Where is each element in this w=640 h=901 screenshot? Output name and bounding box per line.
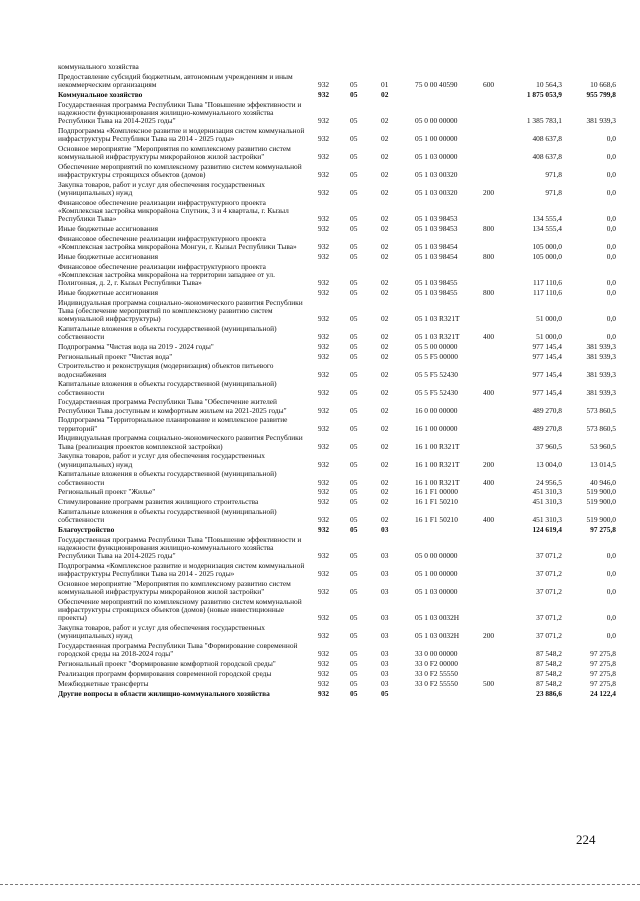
cell-s1: 1 875 053,9: [526, 89, 562, 99]
cell-rz: 05: [350, 669, 358, 678]
cell-s2: 0,0: [606, 241, 616, 251]
cell-pr: 02: [381, 497, 389, 507]
row-name: Индивидуальная программа социально-экономического развития Республики Тыва (обеспечение мероприятий по комплексному развитию систем коммунальной инфраструктуры): [58, 297, 303, 323]
cell-csr: 16 1 00 00000: [415, 423, 458, 433]
cell-ved: 932: [318, 387, 330, 397]
cell-vr: 500: [483, 678, 495, 688]
cell-rz: 05: [350, 151, 358, 161]
cell-s1: 977 145,4: [532, 387, 562, 397]
cell-pr: 03: [381, 669, 389, 678]
cell-rz: 05: [350, 351, 358, 361]
cell-pr: 02: [381, 423, 389, 433]
row-name: Стимулирование программ развития жилищного строительства: [58, 497, 259, 507]
cell-pr: 01: [381, 79, 389, 89]
cell-csr: 05 1 03 R321T: [415, 331, 460, 341]
footer-divider: [0, 884, 640, 885]
cell-ved: 932: [318, 187, 330, 197]
cell-ved: 932: [318, 287, 330, 297]
row-name: Капитальные вложения в объекты государственной (муниципальной) собственности: [58, 507, 277, 525]
cell-s1: 37 071,2: [536, 569, 562, 579]
cell-vr: 800: [483, 224, 495, 233]
cell-s2: 955 799,8: [586, 89, 616, 99]
row-name: Государственная программа Республики Тыва "Повышение эффективности и надежности функционирования жилищно-коммунального хозяйства Республики Тыва на 2014-2025 годы": [58, 99, 302, 125]
row-name: Строительство и реконструкция (модернизация) объектов питьевого водоснабжения: [58, 361, 274, 379]
cell-s2: 573 860,5: [586, 423, 616, 433]
cell-s1: 971,8: [545, 169, 562, 179]
cell-csr: 05 5 F5 52430: [415, 369, 458, 379]
cell-pr: 02: [381, 331, 389, 341]
cell-csr: 05 1 03 00320: [415, 187, 458, 197]
cell-s1: 87 548,2: [536, 678, 562, 688]
row-name: Подпрограмма «Комплексное развитие и модернизация систем коммунальной инфраструктуры Республики Тыва на 2014 - 2025 годы»: [58, 561, 305, 579]
cell-ved: 932: [318, 214, 330, 224]
cell-pr: 02: [381, 151, 389, 161]
cell-ved: 932: [318, 169, 330, 179]
cell-csr: 05 1 03 98455: [415, 277, 458, 287]
cell-vr: 200: [483, 459, 495, 469]
cell-ved: 932: [318, 551, 330, 561]
cell-pr: 02: [381, 133, 389, 143]
cell-pr: 02: [381, 313, 389, 323]
cell-pr: 03: [381, 613, 389, 623]
cell-rz: 05: [350, 477, 358, 487]
cell-s2: 381 939,3: [586, 387, 616, 397]
cell-s2: 24 122,4: [590, 688, 616, 698]
cell-csr: 05 5 00 00000: [415, 341, 458, 351]
cell-csr: 05 0 00 00000: [415, 551, 458, 561]
cell-s1: 408 637,8: [532, 133, 562, 143]
cell-s1: 87 548,2: [536, 669, 562, 678]
cell-s1: 451 310,3: [532, 515, 562, 525]
cell-rz: 05: [350, 497, 358, 507]
cell-s2: 0,0: [606, 169, 616, 179]
cell-s2: 0,0: [606, 187, 616, 197]
row-name: Основное мероприятие "Мероприятия по комплексному развитию систем коммунальной инфраструктуры микрорайонов жилой застройки": [58, 143, 291, 161]
cell-csr: 16 1 00 R321T: [415, 477, 460, 487]
row-name: Государственная программа Республики Тыва "Повышение эффективности и надежности функционирования жилищно-коммунального хозяйства Республики Тыва на 2014-2025 годы": [58, 534, 302, 561]
cell-csr: 33 0 F2 55550: [415, 678, 458, 688]
cell-rz: 05: [350, 459, 358, 469]
row-name: Региональный проект "Чистая вода": [58, 351, 173, 361]
cell-ved: 932: [318, 369, 330, 379]
cell-vr: 200: [483, 631, 495, 641]
cell-ved: 932: [318, 669, 330, 678]
cell-csr: 05 1 03 00000: [415, 151, 458, 161]
row-name: Капитальные вложения в объекты государственной (муниципальной) собственности: [58, 323, 277, 341]
cell-s1: 87 548,2: [536, 659, 562, 669]
row-name: Реализация программ формирования современной городской среды: [58, 669, 272, 678]
row-name: Государственная программа Республики Тыва "Формирование современной городской среды на 2018-2024 годы": [58, 641, 298, 659]
cell-rz: 05: [350, 187, 358, 197]
cell-s2: 40 946,0: [590, 477, 616, 487]
cell-s1: 134 555,4: [532, 214, 562, 224]
cell-ved: 932: [318, 459, 330, 469]
cell-pr: 03: [381, 587, 389, 597]
cell-s1: 451 310,3: [532, 487, 562, 497]
cell-ved: 932: [318, 331, 330, 341]
cell-s1: 117 110,6: [532, 277, 562, 287]
cell-vr: 400: [483, 477, 495, 487]
cell-csr: 05 1 00 00000: [415, 133, 458, 143]
cell-ved: 932: [318, 659, 330, 669]
cell-vr: 800: [483, 287, 495, 297]
cell-rz: 05: [350, 515, 358, 525]
cell-ved: 932: [318, 649, 330, 659]
cell-s2: 573 860,5: [586, 405, 616, 415]
cell-csr: 05 1 03 00000: [415, 587, 458, 597]
cell-rz: 05: [350, 214, 358, 224]
cell-s2: 97 275,8: [590, 669, 616, 678]
cell-s1: 51 000,0: [536, 313, 562, 323]
cell-csr: 16 1 F1 50210: [415, 515, 458, 525]
cell-pr: 02: [381, 115, 389, 125]
row-name: Государственная программа Республики Тыва "Обеспечение жителей Республики Тыва доступным и комфортным жильем на 2021-2025 годы": [58, 397, 287, 415]
row-name: Иные бюджетные ассигнования: [58, 287, 159, 297]
cell-rz: 05: [350, 525, 358, 534]
cell-s2: 0,0: [606, 631, 616, 641]
cell-s1: 451 310,3: [532, 497, 562, 507]
cell-s1: 37 071,2: [536, 587, 562, 597]
cell-pr: 02: [381, 351, 389, 361]
cell-s1: 24 956,5: [536, 477, 562, 487]
cell-s1: 971,8: [545, 187, 562, 197]
cell-rz: 05: [350, 405, 358, 415]
cell-pr: 02: [381, 369, 389, 379]
row-name: Капитальные вложения в объекты государственной (муниципальной) собственности: [58, 469, 277, 487]
row-name: Финансовое обеспечение реализации инфраструктурного проекта «Комплексная застройка микрорайона Спутник, 3 и 4 кварталы, г. Кызыл Республики Тыва»: [58, 197, 289, 224]
row-name: Подпрограмма "Территориальное планирование и комплексное развитие территорий": [58, 415, 288, 433]
cell-pr: 03: [381, 525, 389, 534]
cell-s2: 519 900,0: [586, 515, 616, 525]
cell-s2: 519 900,0: [586, 487, 616, 497]
cell-s2: 0,0: [606, 287, 616, 297]
cell-csr: 16 1 F1 00000: [415, 487, 458, 497]
cell-s2: 381 939,3: [586, 351, 616, 361]
cell-s2: 53 960,5: [590, 441, 616, 451]
cell-ved: 932: [318, 277, 330, 287]
cell-vr: 200: [483, 187, 495, 197]
cell-s2: 0,0: [606, 313, 616, 323]
cell-rz: 05: [350, 659, 358, 669]
cell-s1: 489 270,8: [532, 423, 562, 433]
row-name: Региональный проект "Жилье": [58, 487, 156, 497]
cell-rz: 05: [350, 277, 358, 287]
row-name: Подпрограмма "Чистая вода на 2019 - 2024 годы": [58, 341, 214, 351]
row-name: Иные бюджетные ассигнования: [58, 224, 159, 233]
cell-s1: 105 000,0: [532, 241, 562, 251]
cell-s2: 97 275,8: [590, 659, 616, 669]
cell-s1: 977 145,4: [532, 341, 562, 351]
cell-csr: 16 0 00 00000: [415, 405, 458, 415]
cell-s1: 977 145,4: [532, 369, 562, 379]
row-name: Другие вопросы в области жилищно-коммунального хозяйства: [58, 688, 270, 698]
cell-rz: 05: [350, 224, 358, 233]
cell-pr: 02: [381, 277, 389, 287]
cell-csr: 16 1 00 R321T: [415, 459, 460, 469]
cell-rz: 05: [350, 133, 358, 143]
cell-s1: 37 071,2: [536, 613, 562, 623]
cell-rz: 05: [350, 613, 358, 623]
cell-rz: 05: [350, 169, 358, 179]
cell-pr: 03: [381, 631, 389, 641]
cell-s2: 0,0: [606, 251, 616, 261]
cell-s1: 10 564,3: [536, 79, 562, 89]
cell-rz: 05: [350, 387, 358, 397]
cell-s2: 0,0: [606, 277, 616, 287]
row-name: Благоустройство: [58, 525, 115, 534]
cell-ved: 932: [318, 525, 330, 534]
cell-ved: 932: [318, 224, 330, 233]
cell-s1: 51 000,0: [536, 331, 562, 341]
cell-pr: 02: [381, 251, 389, 261]
cell-ved: 932: [318, 688, 330, 698]
cell-ved: 932: [318, 423, 330, 433]
cell-pr: 02: [381, 89, 389, 99]
cell-ved: 932: [318, 241, 330, 251]
cell-s1: 134 555,4: [532, 224, 562, 233]
cell-s2: 97 275,8: [590, 525, 616, 534]
cell-pr: 02: [381, 224, 389, 233]
cell-csr: 75 0 00 40590: [415, 79, 458, 89]
row-name: Закупка товаров, работ и услуг для обеспечения государственных (муниципальных) нужд: [58, 179, 265, 197]
cell-s2: 519 900,0: [586, 497, 616, 507]
cell-ved: 932: [318, 351, 330, 361]
row-name: Закупка товаров, работ и услуг для обеспечения государственных (муниципальных) нужд: [58, 623, 265, 641]
cell-s2: 0,0: [606, 224, 616, 233]
cell-ved: 932: [318, 613, 330, 623]
cell-ved: 932: [318, 251, 330, 261]
cell-s2: 381 939,3: [586, 341, 616, 351]
cell-pr: 02: [381, 214, 389, 224]
cell-rz: 05: [350, 287, 358, 297]
row-name: Подпрограмма «Комплексное развитие и модернизация систем коммунальной инфраструктуры Республики Тыва на 2014 - 2025 годы»: [58, 125, 305, 143]
cell-ved: 932: [318, 441, 330, 451]
row-name: коммунального хозяйства: [58, 62, 139, 71]
cell-rz: 05: [350, 251, 358, 261]
cell-s1: 489 270,8: [532, 405, 562, 415]
cell-rz: 05: [350, 369, 358, 379]
cell-ved: 932: [318, 487, 330, 497]
cell-csr: 05 0 00 00000: [415, 115, 458, 125]
cell-s1: 37 960,5: [536, 441, 562, 451]
cell-rz: 05: [350, 631, 358, 641]
row-name: Предоставление субсидий бюджетным, автономным учреждениям и иным некоммерческим организациям: [58, 71, 293, 89]
cell-rz: 05: [350, 569, 358, 579]
cell-csr: 05 1 00 00000: [415, 569, 458, 579]
cell-rz: 05: [350, 115, 358, 125]
cell-csr: 05 5 F5 52430: [415, 387, 458, 397]
cell-ved: 932: [318, 79, 330, 89]
cell-rz: 05: [350, 688, 358, 698]
row-name: Обеспечение мероприятий по комплексному развитию систем коммунальной инфраструктуры строящихся объектов (домов) (новые инвестиционные проекты): [58, 597, 302, 623]
cell-s2: 0,0: [606, 551, 616, 561]
row-name: Обеспечение мероприятий по комплексному развитию систем коммунальной инфраструктуры строящихся объектов (домов): [58, 161, 302, 179]
row-name: Финансовое обеспечение реализации инфраструктурного проекта «Комплексная застройка микрорайона Монгун, г. Кызыл Республики Тыва»: [58, 233, 297, 251]
cell-rz: 05: [350, 331, 358, 341]
cell-s1: 124 619,4: [532, 525, 562, 534]
row-name: Закупка товаров, работ и услуг для обеспечения государственных (муниципальных) нужд: [58, 451, 265, 469]
cell-ved: 932: [318, 89, 330, 99]
cell-csr: 16 1 F1 50210: [415, 497, 458, 507]
cell-pr: 05: [381, 688, 389, 698]
cell-vr: 400: [483, 331, 495, 341]
cell-csr: 05 1 03 98454: [415, 251, 458, 261]
cell-pr: 02: [381, 477, 389, 487]
cell-csr: 33 0 00 00000: [415, 649, 458, 659]
cell-s2: 0,0: [606, 331, 616, 341]
cell-pr: 03: [381, 678, 389, 688]
row-name: Региональный проект "Формирование комфортной городской среды": [58, 659, 276, 669]
row-name: Коммунальное хозяйство: [58, 89, 143, 99]
cell-s2: 13 014,5: [590, 459, 616, 469]
cell-pr: 02: [381, 441, 389, 451]
cell-s1: 105 000,0: [532, 251, 562, 261]
cell-s2: 0,0: [606, 613, 616, 623]
cell-s2: 97 275,8: [590, 649, 616, 659]
cell-s2: 381 939,3: [586, 369, 616, 379]
cell-s1: 1 385 783,1: [526, 115, 562, 125]
cell-ved: 932: [318, 477, 330, 487]
cell-vr: 400: [483, 387, 495, 397]
cell-s1: 23 886,6: [536, 688, 562, 698]
cell-s2: 381 939,3: [586, 115, 616, 125]
cell-s2: 0,0: [606, 587, 616, 597]
cell-rz: 05: [350, 341, 358, 351]
cell-csr: 33 0 F2 00000: [415, 659, 458, 669]
row-name: Межбюджетные трансферты: [58, 678, 149, 688]
row-name: Финансовое обеспечение реализации инфраструктурного проекта «Комплексная застройка микрорайона на территории западнее от ул. Полигонная, д. 2, г. Кызыл Республики Тыва»: [58, 261, 275, 287]
cell-s2: 0,0: [606, 133, 616, 143]
row-name: Капитальные вложения в объекты государственной (муниципальной) собственности: [58, 379, 277, 397]
cell-ved: 932: [318, 405, 330, 415]
cell-vr: 400: [483, 515, 495, 525]
cell-rz: 05: [350, 487, 358, 497]
cell-ved: 932: [318, 515, 330, 525]
cell-csr: 33 0 F2 55550: [415, 669, 458, 678]
cell-pr: 02: [381, 187, 389, 197]
cell-s2: 0,0: [606, 214, 616, 224]
cell-rz: 05: [350, 423, 358, 433]
cell-vr: 600: [483, 79, 495, 89]
cell-pr: 02: [381, 287, 389, 297]
cell-rz: 05: [350, 241, 358, 251]
cell-csr: 05 1 03 98453: [415, 224, 458, 233]
cell-vr: 800: [483, 251, 495, 261]
cell-csr: 16 1 00 R321T: [415, 441, 460, 451]
cell-pr: 02: [381, 387, 389, 397]
cell-s1: 13 004,0: [536, 459, 562, 469]
cell-s1: 408 637,8: [532, 151, 562, 161]
cell-pr: 02: [381, 341, 389, 351]
cell-ved: 932: [318, 569, 330, 579]
cell-csr: 05 5 F5 00000: [415, 351, 458, 361]
cell-pr: 02: [381, 459, 389, 469]
cell-s1: 977 145,4: [532, 351, 562, 361]
cell-rz: 05: [350, 649, 358, 659]
cell-csr: 05 1 03 98454: [415, 241, 458, 251]
cell-s2: 0,0: [606, 569, 616, 579]
cell-rz: 05: [350, 678, 358, 688]
cell-rz: 05: [350, 79, 358, 89]
cell-ved: 932: [318, 497, 330, 507]
cell-pr: 02: [381, 169, 389, 179]
cell-s1: 37 071,2: [536, 631, 562, 641]
row-name: Иные бюджетные ассигнования: [58, 251, 159, 261]
cell-ved: 932: [318, 133, 330, 143]
cell-ved: 932: [318, 587, 330, 597]
cell-rz: 05: [350, 551, 358, 561]
cell-csr: 05 1 03 98455: [415, 287, 458, 297]
cell-s1: 37 071,2: [536, 551, 562, 561]
cell-rz: 05: [350, 587, 358, 597]
cell-s2: 0,0: [606, 151, 616, 161]
cell-ved: 932: [318, 678, 330, 688]
cell-pr: 02: [381, 487, 389, 497]
cell-rz: 05: [350, 441, 358, 451]
cell-pr: 03: [381, 659, 389, 669]
cell-ved: 932: [318, 151, 330, 161]
cell-rz: 05: [350, 313, 358, 323]
cell-ved: 932: [318, 341, 330, 351]
cell-s1: 117 110,6: [532, 287, 562, 297]
cell-pr: 02: [381, 515, 389, 525]
cell-ved: 932: [318, 115, 330, 125]
cell-pr: 02: [381, 241, 389, 251]
cell-pr: 02: [381, 405, 389, 415]
cell-s2: 10 668,6: [590, 79, 616, 89]
cell-pr: 03: [381, 551, 389, 561]
cell-s1: 87 548,2: [536, 649, 562, 659]
cell-csr: 05 1 03 98453: [415, 214, 458, 224]
cell-s2: 97 275,8: [590, 678, 616, 688]
cell-csr: 05 1 03 0032Н: [415, 631, 460, 641]
row-name: Основное мероприятие "Мероприятия по комплексному развитию систем коммунальной инфраструктуры микрорайонов жилой застройки": [58, 579, 291, 597]
cell-pr: 03: [381, 649, 389, 659]
cell-ved: 932: [318, 631, 330, 641]
cell-csr: 05 1 03 0032Н: [415, 613, 460, 623]
cell-csr: 05 1 03 R321T: [415, 313, 460, 323]
page-number: 224: [576, 832, 596, 847]
cell-pr: 03: [381, 569, 389, 579]
row-name: Индивидуальная программа социально-экономического развития Республики Тыва (реализация проектов комплексной застройки): [58, 433, 303, 451]
cell-rz: 05: [350, 89, 358, 99]
cell-csr: 05 1 03 00320: [415, 169, 458, 179]
cell-ved: 932: [318, 313, 330, 323]
